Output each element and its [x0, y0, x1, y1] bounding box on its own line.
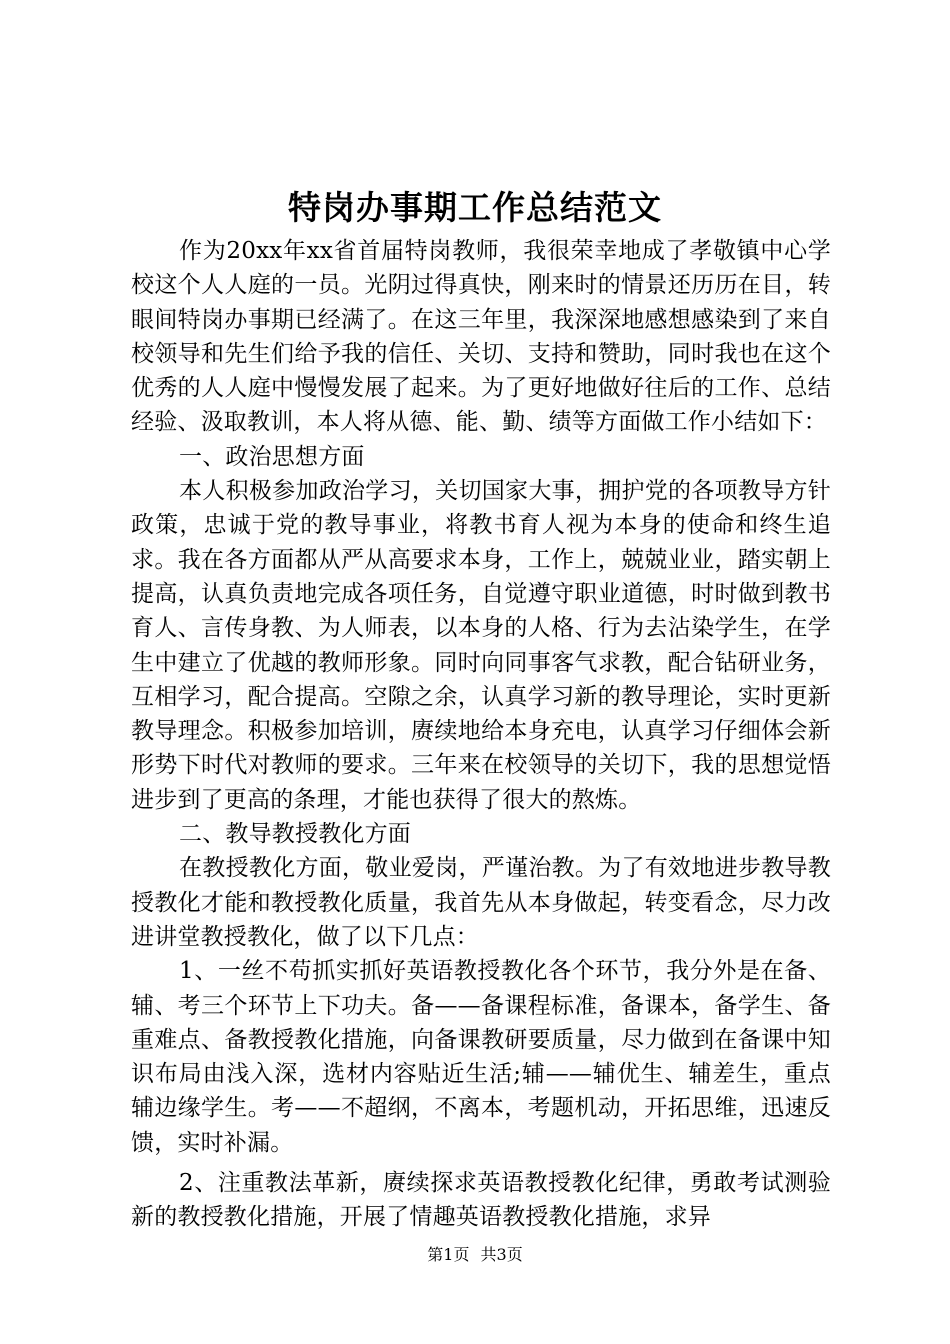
- paragraph-political: 本人积极参加政治学习，关切国家大事，拥护党的各项教导方针政策，忠诚于党的教导事业，将教书育人视为本身的使命和终生追求。我在各方面都从严从高要求本身，工作上，兢兢业业，踏实朝上提高，认真负责地完成各项任务，自觉遵守职业道德，时时做到教书育人、言传身教、为人师表，以本身的人格、行为去沾染学生，在学生中建立了优越的教师形象。同时向同事客气求教，配合钻研业务，互相学习，配合提高。空隙之余，认真学习新的教导理论，实时更新教导理念。积极参加培训，赓续地给本身充电，认真学习仔细体会新形势下时代对教师的要求。三年来在校领导的关切下，我的思想觉悟进步到了更高的条理，才能也获得了很大的熬炼。: [131, 478, 831, 813]
- section-heading-political: 一、政治思想方面: [179, 443, 365, 470]
- paragraph-point-1: 1、一丝不苟抓实抓好英语教授教化各个环节，我分外是在备、辅、考三个环节上下功夫。备——备课程标准，备课本，备学生、备重难点、备教授教化措施，向备课教研要质量，尽力做到在备课中知识布局由浅入深，选材内容贴近生活;辅——辅优生、辅差生，重点辅边缘学生。考——不超纲，不离本，考题机动，开拓思维，迅速反馈，实时补漏。: [131, 958, 831, 1156]
- paragraph-teaching: 在教授教化方面，敬业爱岗，严谨治教。为了有效地进步教导教授教化才能和教授教化质量，我首先从本身做起，转变看念，尽力改进讲堂教授教化，做了以下几点：: [131, 855, 831, 950]
- paragraph-point-2: 2、注重教法革新，赓续探求英语教授教化纪律，勇敢考试测验新的教授教化措施，开展了情趣英语教授教化措施，求异: [131, 1170, 831, 1231]
- page-footer: 第1页 共3页: [427, 1245, 523, 1264]
- section-heading-teaching: 二、教导教授教化方面: [179, 821, 411, 848]
- document-body: [131, 234, 831, 1235]
- paragraph-intro: 作为20xx年xx省首届特岗教师，我很荣幸地成了孝敬镇中心学校这个人人庭的一员。光阴过得真快，刚来时的情景还历历在目，转眼间特岗办事期已经满了。在这三年里，我深深地感想感染到了来自校领导和先生们给予我的信任、关切、支持和赞助，同时我也在这个优秀的人人庭中慢慢发展了起来。为了更好地做好往后的工作、总结经验、汲取教训，本人将从德、能、勤、绩等方面做工作小结如下：: [131, 238, 831, 436]
- document-title: 特岗办事期工作总结范文: [288, 188, 662, 227]
